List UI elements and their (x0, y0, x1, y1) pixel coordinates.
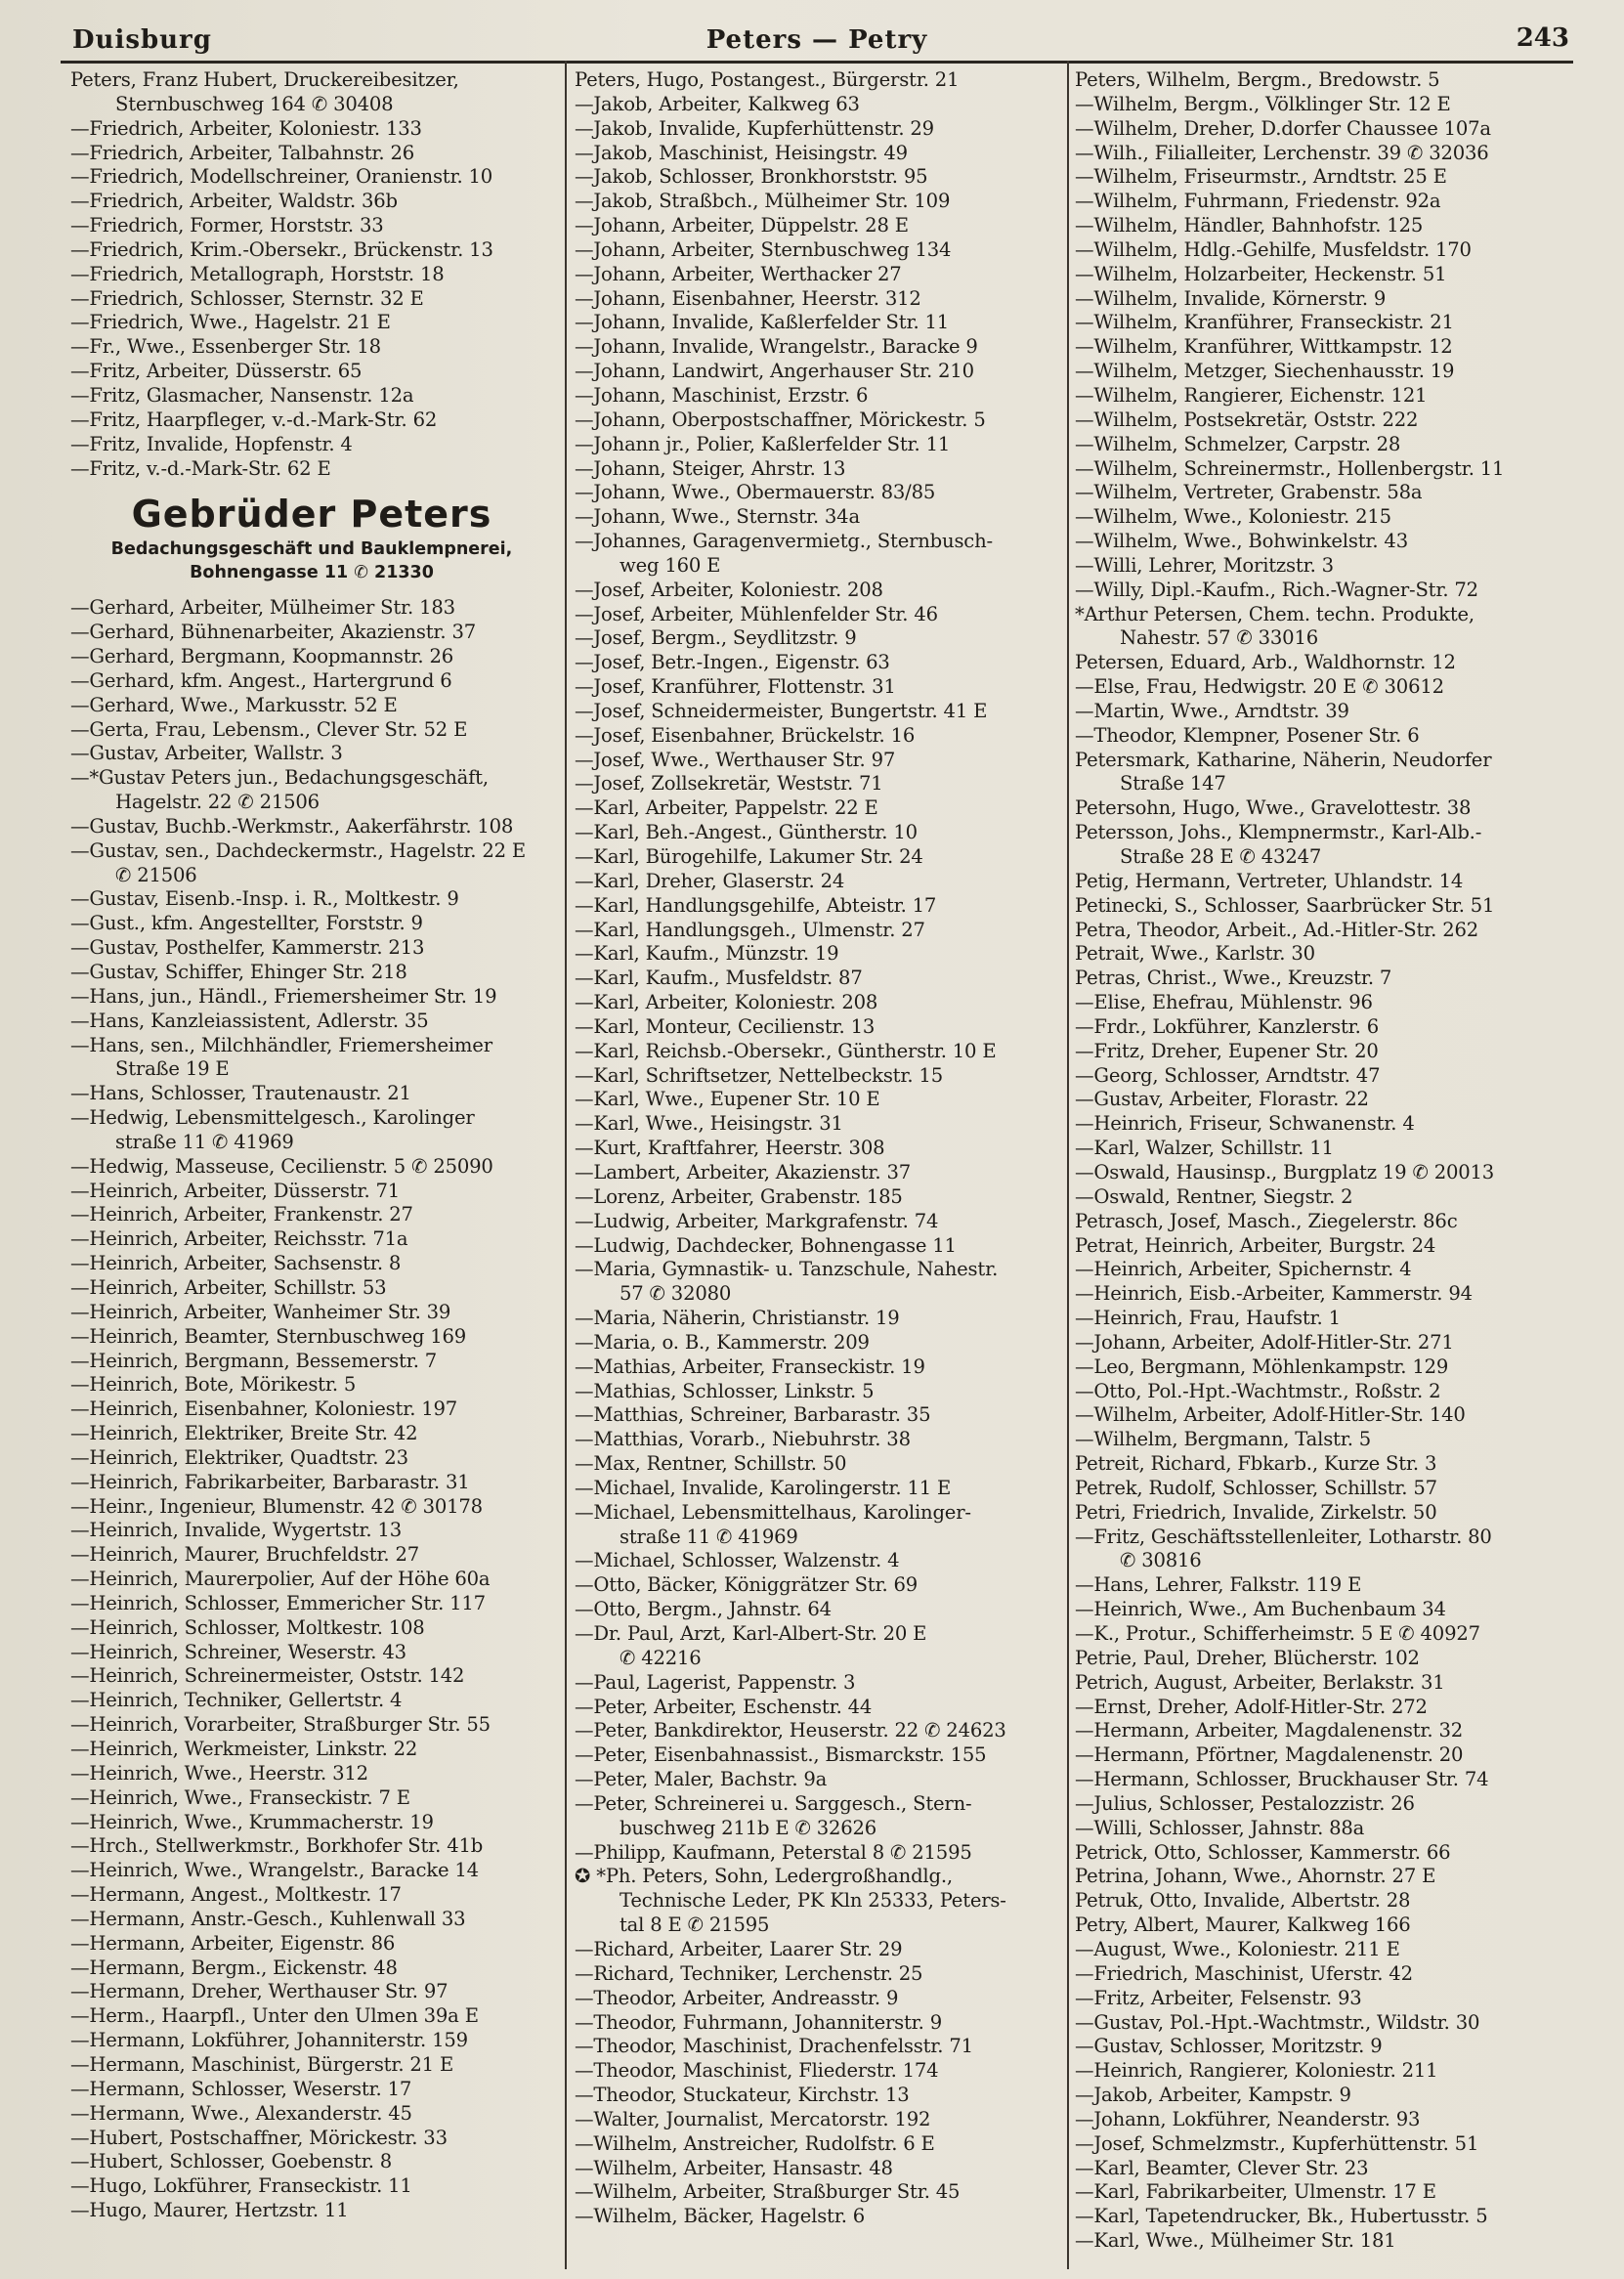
directory-entry: —Wilhelm, Schreinermstr., Hollenbergstr. 11 (1075, 456, 1505, 480)
directory-entry: —Fritz, Invalide, Hopfenstr. 4 (70, 432, 353, 455)
directory-entry: —Wilhelm, Metzger, Siechenhausstr. 19 (1075, 360, 1455, 383)
directory-entry: —Lambert, Arbeiter, Akazienstr. 37 (575, 1160, 912, 1183)
directory-entry: —Otto, Bäcker, Königgrätzer Str. 69 (575, 1573, 919, 1597)
directory-entry: —Johann jr., Polier, Kaßlerfelder Str. 11 (575, 432, 951, 455)
directory-entry: Petrat, Heinrich, Arbeiter, Burgstr. 24 (1075, 1233, 1436, 1257)
directory-entry: —Frdr., Lokführer, Kanzlerstr. 6 (1075, 1014, 1379, 1038)
directory-entry: —Maria, Näherin, Christianstr. 19 (575, 1307, 900, 1330)
directory-entry: —Karl, Arbeiter, Koloniestr. 208 (575, 991, 878, 1014)
directory-entry: —Wilhelm, Invalide, Körnerstr. 9 (1075, 286, 1387, 310)
directory-entry: —Friedrich, Metallograph, Horststr. 18 (70, 262, 445, 285)
directory-entry: —Hugo, Maurer, Hertzstr. 11 (70, 2199, 349, 2222)
directory-entry: ✪ *Ph. Peters, Sohn, Ledergroßhandlg., (575, 1865, 953, 1888)
directory-entry: —Wilhelm, Fuhrmann, Friedenstr. 92a (1075, 190, 1441, 213)
directory-entry: —Wilhelm, Vertreter, Grabenstr. 58a (1075, 481, 1423, 504)
directory-entry: —Karl, Beamter, Clever Str. 23 (1075, 2156, 1369, 2179)
directory-entry: —Wilhelm, Wwe., Bohwinkelstr. 43 (1075, 530, 1408, 553)
directory-entry: Petrich, August, Arbeiter, Berlakstr. 31 (1075, 1670, 1445, 1694)
directory-entry: —Michael, Schlosser, Walzenstr. 4 (575, 1549, 900, 1572)
directory-entry: —Heinrich, Arbeiter, Spichernstr. 4 (1075, 1258, 1412, 1281)
directory-entry: —Friedrich, Former, Horststr. 33 (70, 214, 384, 237)
directory-entry: —Hermann, Lokführer, Johanniterstr. 159 (70, 2029, 468, 2052)
directory-entry: —Josef, Eisenbahner, Brückelstr. 16 (575, 723, 916, 747)
directory-entry: —Wilhelm, Schmelzer, Carpstr. 28 (1075, 432, 1401, 455)
directory-entry: —Karl, Schriftsetzer, Nettelbeckstr. 15 (575, 1063, 943, 1087)
directory-entry: —Wilhelm, Bergm., Völklinger Str. 12 E (1075, 92, 1451, 115)
directory-entry: —Fr., Wwe., Essenberger Str. 18 (70, 335, 381, 359)
entry-list (575, 68, 1077, 2229)
directory-entry: —Richard, Techniker, Lerchenstr. 25 (575, 1961, 923, 1985)
directory-entry: —Heinrich, Elektriker, Quadtstr. 23 (70, 1445, 408, 1469)
directory-entry: —Philipp, Kaufmann, Peterstal 8 ✆ 21595 (575, 1840, 972, 1864)
directory-entry: —Hermann, Schlosser, Weserstr. 17 (70, 2077, 412, 2100)
directory-entry: Petersson, Johs., Klempnermstr., Karl-Alb.- (1075, 821, 1482, 844)
page-number: 243 (1516, 23, 1569, 53)
directory-entry: —Heinrich, Techniker, Gellertstr. 4 (70, 1689, 403, 1712)
directory-entry: —Karl, Handlungsgehilfe, Abteistr. 17 (575, 893, 937, 917)
directory-entry: —Josef, Schneidermeister, Bungertstr. 41 E (575, 699, 988, 722)
directory-entry: —Matthias, Vorarb., Niebuhrstr. 38 (575, 1428, 911, 1451)
directory-entry: Petra, Theodor, Arbeit., Ad.-Hitler-Str. 262 (1075, 918, 1479, 941)
directory-entry: —Karl, Reichsb.-Obersekr., Güntherstr. 10 E (575, 1039, 997, 1062)
directory-entry: —Hermann, Arbeiter, Eigenstr. 86 (70, 1931, 396, 1955)
entry-list (1075, 68, 1577, 2254)
directory-entry: —Johann, Lokführer, Neanderstr. 93 (1075, 2107, 1421, 2130)
directory-entry: —Heinr., Ingenieur, Blumenstr. 42 ✆ 30178 (70, 1494, 483, 1518)
advertisement (70, 491, 553, 584)
directory-entry: —Wilhelm, Friseurmstr., Arndtstr. 25 E (1075, 165, 1447, 189)
directory-entry: Petinecki, S., Schlosser, Saarbrücker Str. 51 (1075, 893, 1495, 917)
directory-entry: —Willy, Dipl.-Kaufm., Rich.-Wagner-Str. 72 (1075, 578, 1478, 601)
directory-entry: Petersohn, Hugo, Wwe., Gravelottestr. 38 (1075, 796, 1472, 820)
directory-entry: —Max, Rentner, Schillstr. 50 (575, 1452, 847, 1476)
directory-entry: —Oswald, Rentner, Siegstr. 2 (1075, 1184, 1353, 1208)
directory-entry: —Josef, Arbeiter, Mühlenfelder Str. 46 (575, 602, 938, 625)
directory-entry: —Hermann, Angest., Moltkestr. 17 (70, 1883, 402, 1907)
directory-entry: Petreit, Richard, Fbkarb., Kurze Str. 3 (1075, 1452, 1437, 1476)
directory-entry: —Maria, Gymnastik- u. Tanzschule, Nahestr. (575, 1258, 999, 1281)
directory-entry: Hagelstr. 22 ✆ 21506 (115, 791, 320, 814)
directory-entry: Petrick, Otto, Schlosser, Kammerstr. 66 (1075, 1840, 1451, 1864)
directory-entry: —Wilhelm, Händler, Bahnhofstr. 125 (1075, 214, 1424, 237)
directory-entry: —Karl, Walzer, Schillstr. 11 (1075, 1137, 1334, 1160)
directory-entry: —Friedrich, Krim.-Obersekr., Brückenstr. 13 (70, 237, 493, 261)
directory-entry: straße 11 ✆ 41969 (620, 1525, 798, 1548)
directory-entry: Technische Leder, PK Kln 25333, Peters- (620, 1889, 1006, 1913)
directory-entry: —Josef, Wwe., Werthauser Str. 97 (575, 748, 896, 771)
directory-entry: —Wilhelm, Kranführer, Wittkampstr. 12 (1075, 335, 1453, 359)
directory-entry: —Walter, Journalist, Mercatorstr. 192 (575, 2107, 931, 2130)
directory-entry: —Hedwig, Lebensmittelgesch., Karolinger (70, 1106, 475, 1130)
directory-entry: —Jakob, Arbeiter, Kalkweg 63 (575, 92, 860, 115)
directory-entry: —Gerhard, Arbeiter, Mülheimer Str. 183 (70, 596, 455, 620)
directory-entry: —Gerhard, Bühnenarbeiter, Akazienstr. 37 (70, 621, 476, 644)
directory-entry: —Theodor, Maschinist, Fliederstr. 174 (575, 2059, 939, 2083)
directory-entry: —Gustav, Arbeiter, Wallstr. 3 (70, 742, 343, 765)
directory-entry: Petig, Hermann, Vertreter, Uhlandstr. 14 (1075, 869, 1464, 892)
directory-entry: —Wilhelm, Wwe., Koloniestr. 215 (1075, 505, 1391, 529)
directory-entry: —Ludwig, Arbeiter, Markgrafenstr. 74 (575, 1209, 939, 1232)
directory-entry: Peters, Franz Hubert, Druckereibesitzer, (70, 68, 459, 91)
directory-entry: tal 8 E ✆ 21595 (620, 1914, 770, 1937)
directory-entry: —Johann, Invalide, Kaßlerfelder Str. 11 (575, 311, 950, 334)
directory-entry: —Hedwig, Masseuse, Cecilienstr. 5 ✆ 25090 (70, 1154, 493, 1178)
directory-entry: —Mathias, Arbeiter, Franseckistr. 19 (575, 1354, 925, 1378)
directory-entry: —Wilhelm, Hdlg.-Gehilfe, Musfeldstr. 170 (1075, 237, 1472, 261)
directory-entry: —Hubert, Postschaffner, Mörickestr. 33 (70, 2126, 448, 2149)
directory-entry: —Wilhelm, Dreher, D.dorfer Chaussee 107a (1075, 116, 1491, 140)
directory-entry: —Wilhelm, Arbeiter, Straßburger Str. 45 (575, 2180, 961, 2204)
directory-entry: —Otto, Bergm., Jahnstr. 64 (575, 1598, 832, 1621)
directory-entry: —*Gustav Peters jun., Bedachungsgeschäft, (70, 766, 489, 790)
directory-entry: —Gustav, Arbeiter, Florastr. 22 (1075, 1088, 1369, 1111)
directory-entry: —Friedrich, Maschinist, Uferstr. 42 (1075, 1961, 1413, 1985)
directory-entry: —Hans, sen., Milchhändler, Friemersheimer (70, 1033, 492, 1056)
directory-entry: —Theodor, Stuckateur, Kirchstr. 13 (575, 2084, 910, 2107)
directory-entry: —Wilhelm, Bäcker, Hagelstr. 6 (575, 2205, 866, 2228)
directory-entry: —Johann, Arbeiter, Adolf-Hitler-Str. 271 (1075, 1330, 1454, 1354)
directory-entry: ✆ 30816 (1120, 1549, 1202, 1572)
directory-entry: —Peter, Bankdirektor, Heuserstr. 22 ✆ 24623 (575, 1719, 1006, 1742)
directory-entry: Petrasch, Josef, Masch., Ziegelerstr. 86c (1075, 1209, 1458, 1232)
directory-entry: —Hermann, Pförtner, Magdalenenstr. 20 (1075, 1743, 1464, 1767)
directory-entry: —Hans, Kanzleiassistent, Adlerstr. 35 (70, 1009, 429, 1032)
directory-entry: Straße 19 E (115, 1057, 230, 1081)
directory-entry: —Ernst, Dreher, Adolf-Hitler-Str. 272 (1075, 1695, 1428, 1718)
directory-entry: Straße 28 E ✆ 43247 (1120, 845, 1322, 868)
directory-entry: —Gerhard, Wwe., Markusstr. 52 E (70, 693, 398, 716)
directory-entry: —Fritz, Geschäftsstellenleiter, Lotharstr. 80 (1075, 1525, 1492, 1548)
directory-entry: Petrie, Paul, Dreher, Blücherstr. 102 (1075, 1646, 1420, 1669)
directory-entry: —Fritz, Glasmacher, Nansenstr. 12a (70, 383, 414, 407)
directory-entry: —Josef, Arbeiter, Koloniestr. 208 (575, 578, 883, 601)
directory-entry: —Heinrich, Friseur, Schwanenstr. 4 (1075, 1112, 1415, 1136)
directory-entry: —Wilhelm, Arbeiter, Adolf-Hitler-Str. 140 (1075, 1403, 1466, 1427)
directory-entry: —Heinrich, Arbeiter, Schillstr. 53 (70, 1275, 387, 1299)
directory-entry: Petras, Christ., Wwe., Kreuzstr. 7 (1075, 967, 1392, 990)
directory-entry: —Peter, Maler, Bachstr. 9a (575, 1768, 828, 1791)
directory-entry: —Fritz, Arbeiter, Felsenstr. 93 (1075, 1986, 1362, 2009)
directory-entry: —Jakob, Schlosser, Bronkhorststr. 95 (575, 165, 928, 189)
directory-entry: —Heinrich, Fabrikarbeiter, Barbarastr. 31 (70, 1470, 470, 1493)
directory-entry: —Johann, Maschinist, Erzstr. 6 (575, 383, 869, 407)
directory-entry: —Johann, Steiger, Ahrstr. 13 (575, 456, 846, 480)
ad-line-2: Bohnengasse 11 ✆ 21330 (190, 563, 434, 583)
directory-entry: —Heinrich, Wwe., Wrangelstr., Baracke 14 (70, 1859, 479, 1882)
directory-entry: —Heinrich, Bote, Mörikestr. 5 (70, 1373, 357, 1397)
directory-entry: —Jakob, Straßbch., Mülheimer Str. 109 (575, 190, 951, 213)
directory-entry: —Kurt, Kraftfahrer, Heerstr. 308 (575, 1137, 885, 1160)
directory-entry: —Hugo, Lokführer, Franseckistr. 11 (70, 2174, 412, 2198)
directory-entry: —Gustav, Posthelfer, Kammerstr. 213 (70, 936, 425, 960)
directory-entry: —Ludwig, Dachdecker, Bohnengasse 11 (575, 1233, 957, 1257)
directory-entry: —Hubert, Schlosser, Goebenstr. 8 (70, 2150, 393, 2173)
directory-entry: —Julius, Schlosser, Pestalozzistr. 26 (1075, 1791, 1415, 1815)
directory-entry: —Hermann, Maschinist, Bürgerstr. 21 E (70, 2052, 454, 2076)
directory-entry: —Michael, Lebensmittelhaus, Karolinger- (575, 1500, 971, 1524)
directory-entry: Peters, Hugo, Postangest., Bürgerstr. 21 (575, 68, 960, 91)
directory-entry: Petrek, Rudolf, Schlosser, Schillstr. 57 (1075, 1476, 1437, 1499)
directory-entry: —Hermann, Anstr.-Gesch., Kuhlenwall 33 (70, 1907, 466, 1930)
directory-entry: —Johann, Invalide, Wrangelstr., Baracke 9 (575, 335, 978, 359)
directory-entry: —Gust., kfm. Angestellter, Forststr. 9 (70, 912, 423, 935)
directory-entry: —Theodor, Klempner, Posener Str. 6 (1075, 723, 1420, 747)
directory-entry: weg 160 E (620, 553, 721, 577)
directory-entry: —Hans, Schlosser, Trautenaustr. 21 (70, 1082, 411, 1105)
directory-entry: —Hrch., Stellwerkmstr., Borkhofer Str. 41b (70, 1834, 484, 1858)
directory-entry: —Gustav, Buchb.-Werkmstr., Aakerfährstr. 108 (70, 814, 514, 838)
directory-entry: —Karl, Wwe., Heisingstr. 31 (575, 1112, 843, 1136)
directory-entry: —Fritz, v.-d.-Mark-Str. 62 E (70, 456, 331, 480)
directory-entry: —Friedrich, Schlosser, Sternstr. 32 E (70, 286, 424, 310)
directory-entry: —Johann, Landwirt, Angerhauser Str. 210 (575, 360, 974, 383)
directory-entry: —Heinrich, Elektriker, Breite Str. 42 (70, 1422, 418, 1445)
directory-entry: Petrait, Wwe., Karlstr. 30 (1075, 942, 1315, 966)
directory-entry: —Fritz, Haarpfleger, v.-d.-Mark-Str. 62 (70, 408, 438, 431)
directory-entry: —Peter, Schreinerei u. Sarggesch., Stern- (575, 1791, 972, 1815)
directory-entry: —Wilh., Filialleiter, Lerchenstr. 39 ✆ 32036 (1075, 141, 1489, 164)
directory-entry: —Willi, Schlosser, Jahnstr. 88a (1075, 1816, 1365, 1839)
directory-entry: —Johann, Arbeiter, Sternbuschweg 134 (575, 237, 952, 261)
directory-entry: —Otto, Pol.-Hpt.-Wachtmstr., Roßstr. 2 (1075, 1379, 1441, 1402)
directory-entry: —Heinrich, Schreiner, Weserstr. 43 (70, 1640, 406, 1663)
directory-entry: —Josef, Betr.-Ingen., Eigenstr. 63 (575, 651, 890, 674)
directory-entry: Nahestr. 57 ✆ 33016 (1120, 626, 1318, 650)
directory-entry: —Josef, Bergm., Seydlitzstr. 9 (575, 626, 857, 650)
directory-entry: —Heinrich, Beamter, Sternbuschweg 169 (70, 1324, 467, 1348)
directory-entry: —Fritz, Arbeiter, Düsserstr. 65 (70, 360, 363, 383)
directory-entry: —Hermann, Schlosser, Bruckhauser Str. 74 (1075, 1768, 1489, 1791)
directory-entry: —Gustav, Schiffer, Ehinger Str. 218 (70, 961, 407, 983)
entry-list (70, 68, 553, 481)
directory-entry: —Leo, Bergmann, Möhlenkampstr. 129 (1075, 1354, 1449, 1378)
column-1 (70, 68, 553, 2223)
directory-entry: —Hermann, Bergm., Eickenstr. 48 (70, 1956, 398, 1979)
directory-entry: —Heinrich, Maurer, Bruchfeldstr. 27 (70, 1543, 420, 1567)
directory-entry: —Gerta, Frau, Lebensm., Clever Str. 52 E (70, 717, 468, 741)
directory-entry: —Heinrich, Frau, Haufstr. 1 (1075, 1307, 1341, 1330)
directory-entry: —Herm., Haarpfl., Unter den Ulmen 39a E (70, 2004, 479, 2028)
directory-entry: —Karl, Dreher, Glaserstr. 24 (575, 869, 845, 892)
directory-entry: —Elise, Ehefrau, Mühlenstr. 96 (1075, 991, 1373, 1014)
directory-entry: Petry, Albert, Maurer, Kalkweg 166 (1075, 1914, 1411, 1937)
directory-entry: —Heinrich, Schlosser, Emmericher Str. 117 (70, 1591, 486, 1614)
directory-entry: —Heinrich, Werkmeister, Linkstr. 22 (70, 1738, 418, 1760)
directory-entry: —Karl, Kaufm., Münzstr. 19 (575, 942, 839, 966)
directory-entry: Petruk, Otto, Invalide, Albertstr. 28 (1075, 1889, 1411, 1913)
directory-entry: —Jakob, Arbeiter, Kampstr. 9 (1075, 2084, 1351, 2107)
directory-entry: —Heinrich, Wwe., Franseckistr. 7 E (70, 1785, 410, 1809)
directory-entry: —Lorenz, Arbeiter, Grabenstr. 185 (575, 1184, 903, 1208)
directory-entry: —Josef, Schmelzmstr., Kupferhüttenstr. 51 (1075, 2131, 1479, 2155)
directory-entry: —Heinrich, Rangierer, Koloniestr. 211 (1075, 2059, 1438, 2083)
directory-entry: —Michael, Invalide, Karolingerstr. 11 E (575, 1476, 952, 1499)
directory-entry: —Josef, Kranführer, Flottenstr. 31 (575, 675, 896, 699)
directory-entry: —Theodor, Maschinist, Drachenfelsstr. 71 (575, 2035, 973, 2058)
directory-entry: —Heinrich, Arbeiter, Sachsenstr. 8 (70, 1252, 402, 1275)
directory-entry: —Georg, Schlosser, Arndtstr. 47 (1075, 1063, 1381, 1087)
directory-entry: Petersen, Eduard, Arb., Waldhornstr. 12 (1075, 651, 1456, 674)
directory-entry: —Friedrich, Arbeiter, Talbahnstr. 26 (70, 141, 414, 164)
directory-entry: *Arthur Petersen, Chem. techn. Produkte, (1075, 602, 1474, 625)
directory-entry: —Karl, Handlungsgeh., Ulmenstr. 27 (575, 918, 925, 941)
directory-entry: —Wilhelm, Rangierer, Eichenstr. 121 (1075, 383, 1428, 407)
directory-entry: —Gustav, Eisenb.-Insp. i. R., Moltkestr. 9 (70, 887, 459, 911)
directory-entry: —Karl, Wwe., Eupener Str. 10 E (575, 1088, 880, 1111)
directory-entry: —Karl, Arbeiter, Pappelstr. 22 E (575, 796, 878, 820)
directory-entry: —Heinrich, Bergmann, Bessemerstr. 7 (70, 1349, 438, 1372)
directory-entry: —Johann, Oberpostschaffner, Mörickestr. 5 (575, 408, 986, 431)
directory-entry: —Heinrich, Arbeiter, Wanheimer Str. 39 (70, 1300, 451, 1323)
directory-entry: —Heinrich, Arbeiter, Düsserstr. 71 (70, 1179, 401, 1202)
directory-entry: —Dr. Paul, Arzt, Karl-Albert-Str. 20 E (575, 1622, 927, 1645)
directory-entry: —Wilhelm, Kranführer, Franseckistr. 21 (1075, 311, 1454, 334)
directory-entry: —Heinrich, Schlosser, Moltkestr. 108 (70, 1615, 425, 1639)
directory-entry: ✆ 42216 (620, 1646, 702, 1669)
directory-entry: —Gustav, Schlosser, Moritzstr. 9 (1075, 2035, 1383, 2058)
directory-entry: —Peter, Arbeiter, Eschenstr. 44 (575, 1695, 873, 1718)
entry-list (70, 596, 553, 2223)
directory-entry: ✆ 21506 (115, 863, 197, 886)
directory-entry: —Heinrich, Eisenbahner, Koloniestr. 197 (70, 1398, 458, 1421)
directory-entry: —Heinrich, Invalide, Wygertstr. 13 (70, 1519, 402, 1542)
directory-entry: —Friedrich, Arbeiter, Koloniestr. 133 (70, 116, 422, 140)
directory-entry: —Richard, Arbeiter, Laarer Str. 29 (575, 1937, 903, 1960)
directory-entry: —Heinrich, Wwe., Heerstr. 312 (70, 1761, 368, 1784)
directory-entry: —Wilhelm, Arbeiter, Hansastr. 48 (575, 2156, 893, 2179)
directory-entry: —Karl, Kaufm., Musfeldstr. 87 (575, 967, 863, 990)
directory-entry: —Heinrich, Maurerpolier, Auf der Höhe 60a (70, 1568, 491, 1591)
directory-entry: —Hans, Lehrer, Falkstr. 119 E (1075, 1573, 1362, 1597)
directory-entry: —Heinrich, Schreinermeister, Oststr. 142 (70, 1664, 465, 1688)
directory-entry: —Maria, o. B., Kammerstr. 209 (575, 1330, 870, 1354)
directory-entry: —Matthias, Schreiner, Barbarastr. 35 (575, 1403, 931, 1427)
directory-entry: —Josef, Zollsekretär, Weststr. 71 (575, 772, 883, 796)
directory-entry: —K., Protur., Schifferheimstr. 5 E ✆ 40927 (1075, 1622, 1480, 1645)
ad-line-1: Bedachungsgeschäft und Bauklempnerei, (110, 539, 513, 560)
ad-firm-name: Gebrüder Peters (131, 493, 492, 537)
directory-entry: —Karl, Beh.-Angest., Güntherstr. 10 (575, 821, 918, 844)
directory-entry: —Theodor, Fuhrmann, Johanniterstr. 9 (575, 2010, 942, 2034)
directory-entry: Petrina, Johann, Wwe., Ahornstr. 27 E (1075, 1865, 1436, 1888)
directory-entry: —Oswald, Hausinsp., Burgplatz 19 ✆ 20013 (1075, 1160, 1495, 1183)
directory-entry: —Gustav, Pol.-Hpt.-Wachtmstr., Wildstr. 30 (1075, 2010, 1480, 2034)
directory-entry: —Peter, Eisenbahnassist., Bismarckstr. 155 (575, 1743, 987, 1767)
directory-entry: —Johann, Arbeiter, Düppelstr. 28 E (575, 214, 909, 237)
directory-entry: —Wilhelm, Postsekretär, Oststr. 222 (1075, 408, 1419, 431)
directory-entry: —Friedrich, Arbeiter, Waldstr. 36b (70, 190, 398, 213)
directory-entry: —Karl, Monteur, Cecilienstr. 13 (575, 1014, 876, 1038)
directory-entry: —Else, Frau, Hedwigstr. 20 E ✆ 30612 (1075, 675, 1444, 699)
header-name-range: Peters — Petry (705, 25, 928, 55)
directory-entry: —Friedrich, Wwe., Hagelstr. 21 E (70, 311, 391, 334)
directory-entry: —Jakob, Maschinist, Heisingstr. 49 (575, 141, 908, 164)
directory-entry: —Fritz, Dreher, Eupener Str. 20 (1075, 1039, 1379, 1062)
directory-entry: —Heinrich, Wwe., Krummacherstr. 19 (70, 1810, 434, 1833)
directory-entry: buschweg 211b E ✆ 32626 (620, 1816, 877, 1839)
directory-entry: —Hermann, Wwe., Alexanderstr. 45 (70, 2101, 412, 2125)
directory-entry: —Karl, Wwe., Mülheimer Str. 181 (1075, 2229, 1396, 2253)
directory-entry: —Wilhelm, Holzarbeiter, Heckenstr. 51 (1075, 262, 1447, 285)
directory-entry: —Theodor, Arbeiter, Andreasstr. 9 (575, 1986, 899, 2009)
page-header (61, 22, 1573, 64)
directory-entry: —Jakob, Invalide, Kupferhüttenstr. 29 (575, 116, 934, 140)
directory-entry: 57 ✆ 32080 (620, 1282, 732, 1306)
directory-entry: —Johann, Eisenbahner, Heerstr. 312 (575, 286, 921, 310)
directory-entry: —Johann, Arbeiter, Werthacker 27 (575, 262, 902, 285)
directory-entry: —Heinrich, Wwe., Am Buchenbaum 34 (1075, 1598, 1446, 1621)
directory-entry: Peters, Wilhelm, Bergm., Bredowstr. 5 (1075, 68, 1440, 91)
directory-entry: —Paul, Lagerist, Pappenstr. 3 (575, 1670, 856, 1694)
directory-entry: —Heinrich, Arbeiter, Reichsstr. 71a (70, 1227, 408, 1251)
directory-entry: —Friedrich, Modellschreiner, Oranienstr. 10 (70, 165, 493, 189)
directory-entry: —Heinrich, Eisb.-Arbeiter, Kammerstr. 94 (1075, 1282, 1473, 1306)
directory-entry: Straße 147 (1120, 772, 1226, 796)
directory-entry: —Karl, Bürogehilfe, Lakumer Str. 24 (575, 845, 923, 868)
directory-entry: —Gerhard, Bergmann, Koopmannstr. 26 (70, 645, 454, 668)
directory-entry: Sternbuschweg 164 ✆ 30408 (115, 92, 394, 115)
directory-entry: —Karl, Tapetendrucker, Bk., Hubertusstr. 5 (1075, 2205, 1488, 2228)
directory-entry: —Heinrich, Vorarbeiter, Straßburger Str. 55 (70, 1713, 491, 1737)
directory-entry: Petersmark, Katharine, Näherin, Neudorfer (1075, 748, 1492, 771)
directory-entry: —Willi, Lehrer, Moritzstr. 3 (1075, 553, 1334, 577)
directory-entry: —Johannes, Garagenvermietg., Sternbusch- (575, 530, 993, 553)
directory-entry: —Gerhard, kfm. Angest., Hartergrund 6 (70, 668, 452, 692)
directory-entry: —Heinrich, Arbeiter, Frankenstr. 27 (70, 1203, 413, 1226)
directory-entry: —August, Wwe., Koloniestr. 211 E (1075, 1937, 1400, 1960)
directory-entry: —Johann, Wwe., Obermauerstr. 83/85 (575, 481, 936, 504)
directory-entry: —Wilhelm, Bergmann, Talstr. 5 (1075, 1428, 1372, 1451)
header-city: Duisburg (72, 25, 212, 55)
directory-entry: Petri, Friedrich, Invalide, Zirkelstr. 50 (1075, 1500, 1437, 1524)
directory-entry: —Hermann, Dreher, Werthauser Str. 97 (70, 1980, 449, 2003)
column-3 (1075, 68, 1577, 2254)
directory-entry: —Wilhelm, Anstreicher, Rudolfstr. 6 E (575, 2131, 935, 2155)
directory-entry: —Hermann, Arbeiter, Magdalenenstr. 32 (1075, 1719, 1463, 1742)
column-divider (565, 61, 567, 2269)
directory-entry: straße 11 ✆ 41969 (115, 1130, 294, 1153)
directory-entry: —Gustav, sen., Dachdeckermstr., Hagelstr. 22 E (70, 838, 527, 862)
directory-entry: —Mathias, Schlosser, Linkstr. 5 (575, 1379, 875, 1402)
directory-entry: —Karl, Fabrikarbeiter, Ulmenstr. 17 E (1075, 2180, 1436, 2204)
directory-entry: —Hans, jun., Händl., Friemersheimer Str. 19 (70, 984, 497, 1008)
directory-entry: —Johann, Wwe., Sternstr. 34a (575, 505, 860, 529)
column-2 (575, 68, 1077, 2229)
directory-entry: —Martin, Wwe., Arndtstr. 39 (1075, 699, 1349, 722)
